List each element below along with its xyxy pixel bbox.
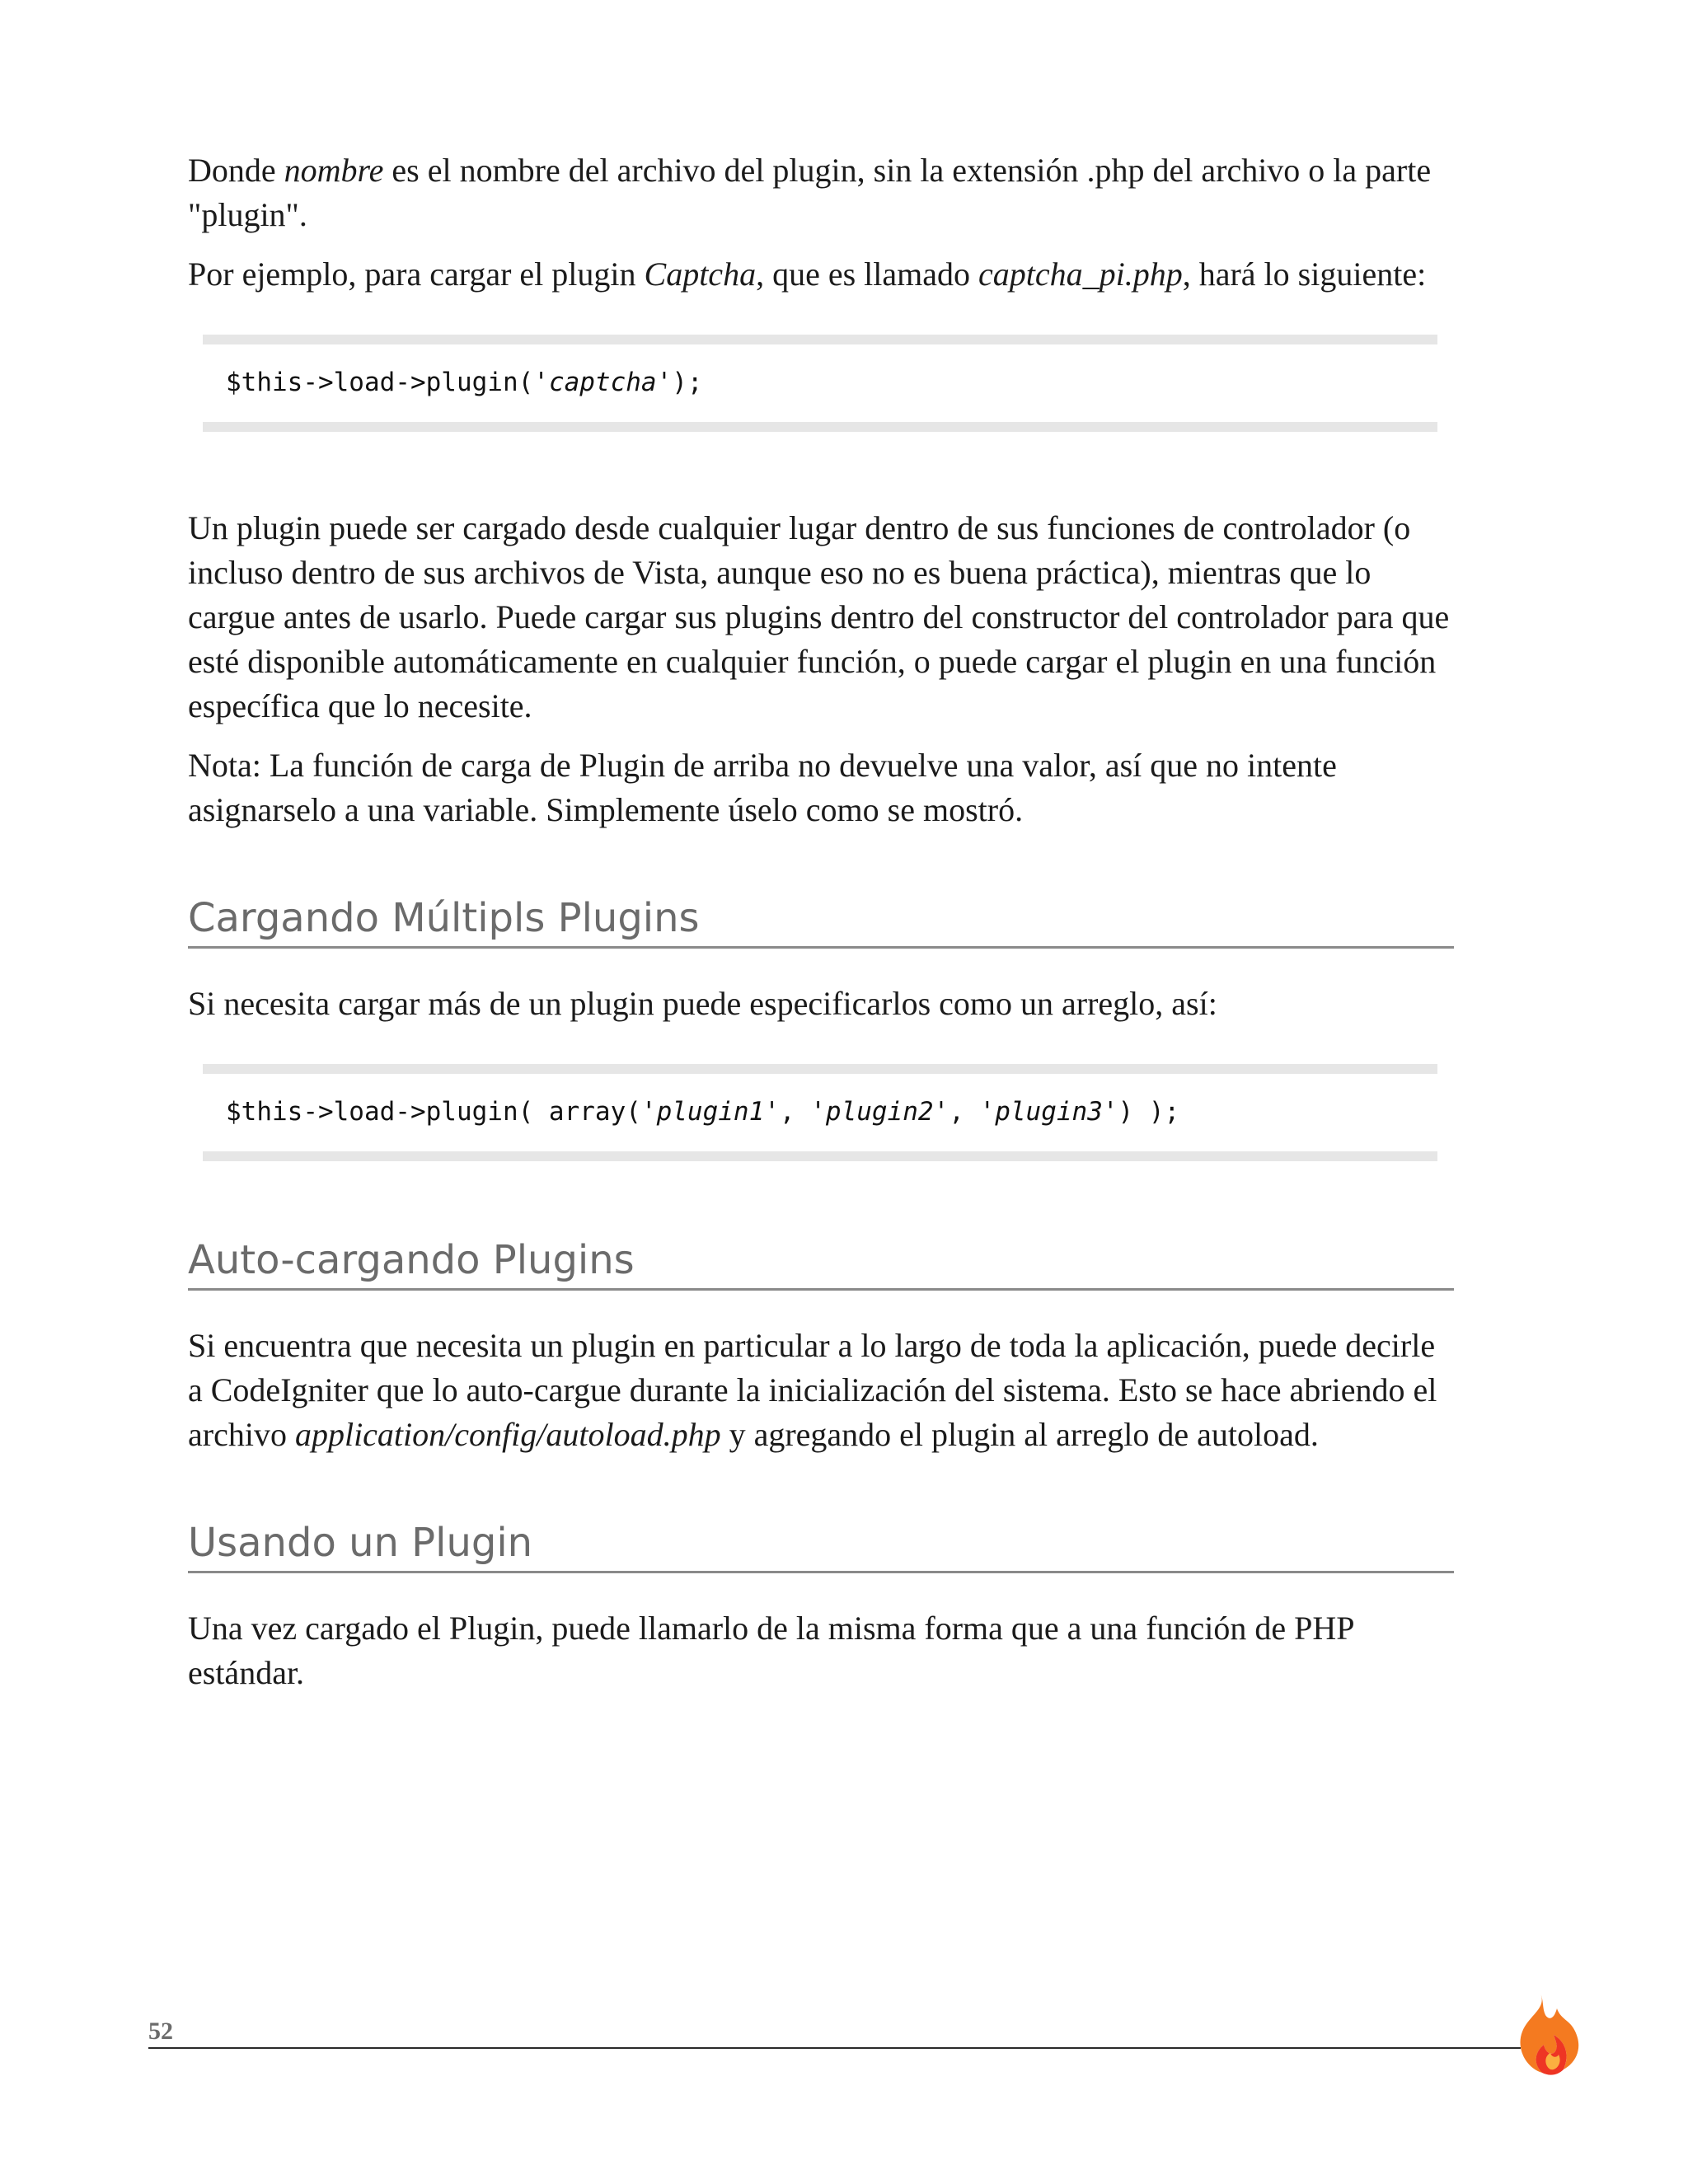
code-text: ') ); [1102, 1097, 1180, 1127]
paragraph [188, 148, 1454, 237]
page-content [188, 148, 1454, 1710]
code-string: plugin3 [995, 1097, 1103, 1127]
text: y agregando el plugin al arreglo de autoload. [720, 1416, 1319, 1453]
section-heading: Cargando Múltipls Plugins [188, 893, 1454, 949]
text: es el nombre del archivo del plugin, sin la extensión .php del archivo o la parte "plugin". [188, 152, 1432, 233]
code-text: $this->load->plugin( array(' [226, 1097, 657, 1127]
code-string: plugin2 [825, 1097, 934, 1127]
text: , que es llamado [756, 255, 978, 293]
paragraph [188, 1324, 1454, 1457]
italic-filename: captcha_pi.php [978, 255, 1183, 293]
codeigniter-flame-icon [1504, 1990, 1587, 2081]
code-text: '); [656, 368, 703, 397]
text: Si encuentra que necesita un plugin en particular a lo largo de toda la aplicación, puede decirle a CodeIgniter que lo auto-cargue durante la inicialización del sistema. Esto se hace abriendo el archivo [188, 1327, 1437, 1453]
text: Donde [188, 152, 284, 189]
code-block [203, 335, 1437, 432]
paragraph: Si necesita cargar más de un plugin puede especificarlos como un arreglo, así: [188, 985, 1217, 1022]
flame-svg [1504, 1990, 1587, 2081]
text: Por ejemplo, para cargar el plugin [188, 255, 645, 293]
text: , hará lo siguiente: [1182, 255, 1427, 293]
code-block [203, 1064, 1437, 1161]
note-paragraph: Nota: La función de carga de Plugin de arriba no devuelve una valor, así que no intente asignarselo a una variable. Simplemente úselo como se mostró. [188, 747, 1337, 828]
page-footer [148, 2018, 1521, 2049]
italic-filepath: application/config/autoload.php [294, 1416, 721, 1453]
code-string: plugin1 [656, 1097, 765, 1127]
code-text: $this->load->plugin(' [226, 368, 549, 397]
code-text: ', ' [764, 1097, 826, 1127]
paragraph: Un plugin puede ser cargado desde cualquier lugar dentro de sus funciones de controlador (o incluso dentro de sus archivos de Vista, aunque eso no es buena práctica), mientras que lo cargue antes de usarlo. Puede cargar sus plugins dentro del constructor del controlador para que esté disponible automáticamente en cualquier función, o puede cargar el plugin en una función específica que lo necesite. [188, 509, 1450, 724]
code-string: captcha [548, 368, 657, 397]
section-heading: Auto-cargando Plugins [188, 1235, 1454, 1291]
section-heading: Usando un Plugin [188, 1518, 1454, 1573]
paragraph [188, 252, 1454, 297]
italic-term: nombre [284, 152, 384, 189]
code-text: ', ' [933, 1097, 996, 1127]
paragraph: Una vez cargado el Plugin, puede llamarlo de la misma forma que a una función de PHP estándar. [188, 1610, 1354, 1691]
italic-term: Captcha [644, 255, 757, 293]
page-number: 52 [148, 2018, 173, 2045]
